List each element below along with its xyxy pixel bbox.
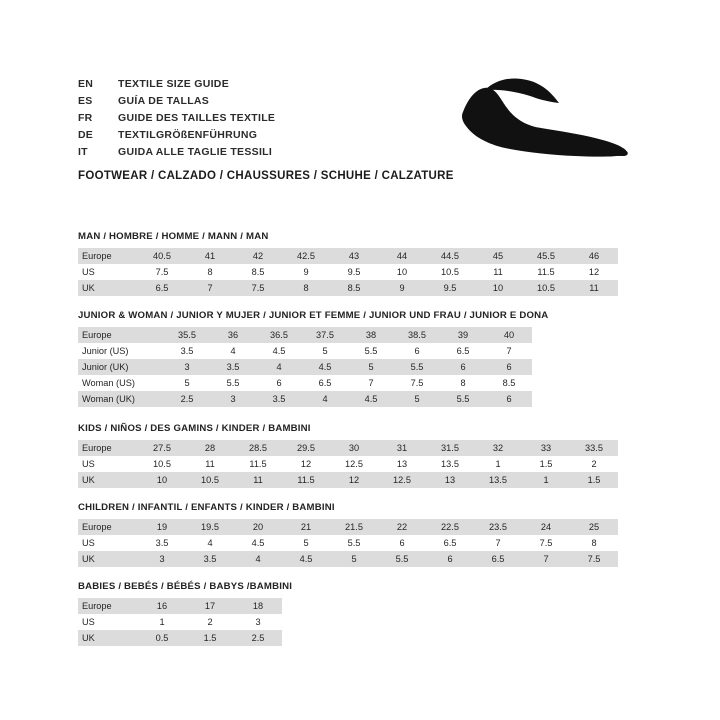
cell: 3 (164, 359, 210, 375)
cell: 31 (378, 440, 426, 456)
language-title: GUIDA ALLE TAGLIE TESSILI (118, 146, 273, 158)
table-block-babies (78, 581, 642, 646)
cell: 4.5 (256, 343, 302, 359)
table-title: KIDS / NIÑOS / DES GAMINS / KINDER / BAMBINI (78, 423, 311, 434)
cell: 7.5 (138, 264, 186, 280)
cell: 8.5 (234, 264, 282, 280)
cell: 23.5 (474, 519, 522, 535)
cell: 5.5 (440, 391, 486, 407)
cell: 9.5 (330, 264, 378, 280)
cell: 27.5 (138, 440, 186, 456)
table-row (78, 375, 532, 391)
cell: 13.5 (426, 456, 474, 472)
language-title: GUÍA DE TALLAS (118, 95, 210, 107)
cell: 3.5 (138, 535, 186, 551)
cell: 3.5 (256, 391, 302, 407)
cell: 3.5 (186, 551, 234, 567)
cell: 6.5 (474, 551, 522, 567)
cell: 22.5 (426, 519, 474, 535)
cell: 7 (522, 551, 570, 567)
table-row (78, 598, 282, 614)
cell: 7 (486, 343, 532, 359)
cell: 6 (426, 551, 474, 567)
table-title: JUNIOR & WOMAN / JUNIOR Y MUJER / JUNIOR ET FEMME / JUNIOR UND FRAU / JUNIOR E DONA (78, 310, 549, 321)
row-label: Woman (UK) (78, 391, 164, 407)
cell: 35.5 (164, 327, 210, 343)
cell: 5 (330, 551, 378, 567)
cell: 29.5 (282, 440, 330, 456)
cell: 33.5 (570, 440, 618, 456)
cell: 6.5 (440, 343, 486, 359)
cell: 10 (378, 264, 426, 280)
cell: 18 (234, 598, 282, 614)
cell: 5.5 (378, 551, 426, 567)
cell: 45.5 (522, 248, 570, 264)
cell: 44.5 (426, 248, 474, 264)
cell: 5 (348, 359, 394, 375)
cell: 32 (474, 440, 522, 456)
cell: 11.5 (282, 472, 330, 488)
cell: 3 (138, 551, 186, 567)
cell: 12.5 (330, 456, 378, 472)
cell: 5.5 (394, 359, 440, 375)
size-table-children (78, 519, 618, 567)
cell: 39 (440, 327, 486, 343)
row-label: UK (78, 472, 138, 488)
cell: 3.5 (210, 359, 256, 375)
cell: 10 (138, 472, 186, 488)
cell: 6.5 (426, 535, 474, 551)
row-label: US (78, 264, 138, 280)
table-row (78, 440, 618, 456)
language-title: TEXTILE SIZE GUIDE (118, 78, 229, 90)
language-title: GUIDE DES TAILLES TEXTILE (118, 112, 276, 124)
cell: 42 (234, 248, 282, 264)
cell: 4 (302, 391, 348, 407)
size-table-kids (78, 440, 618, 488)
cell: 8 (440, 375, 486, 391)
cell: 7.5 (570, 551, 618, 567)
cell: 4 (256, 359, 302, 375)
cell: 17 (186, 598, 234, 614)
table-title: MAN / HOMBRE / HOMME / MANN / MAN (78, 231, 269, 242)
table-row (78, 519, 618, 535)
table-block-kids (78, 423, 642, 488)
cell: 25 (570, 519, 618, 535)
table-row (78, 264, 618, 280)
cell: 12.5 (378, 472, 426, 488)
table-row (78, 551, 618, 567)
table-row (78, 535, 618, 551)
cell: 36 (210, 327, 256, 343)
cell: 2 (186, 614, 234, 630)
cell: 1.5 (570, 472, 618, 488)
cell: 11 (234, 472, 282, 488)
row-label: Europe (78, 327, 164, 343)
cell: 12 (282, 456, 330, 472)
row-label: Europe (78, 519, 138, 535)
table-title: CHILDREN / INFANTIL / ENFANTS / KINDER / BAMBINI (78, 502, 335, 513)
cell: 40 (486, 327, 532, 343)
cell: 44 (378, 248, 426, 264)
row-label: US (78, 535, 138, 551)
size-table-man (78, 248, 618, 296)
cell: 3 (210, 391, 256, 407)
cell: 11 (186, 456, 234, 472)
cell: 38 (348, 327, 394, 343)
cell: 10.5 (186, 472, 234, 488)
table-row (78, 456, 618, 472)
cell: 21 (282, 519, 330, 535)
cell: 4.5 (348, 391, 394, 407)
cell: 2 (570, 456, 618, 472)
row-label: Europe (78, 598, 138, 614)
cell: 7 (474, 535, 522, 551)
row-label: Woman (US) (78, 375, 164, 391)
cell: 22 (378, 519, 426, 535)
table-title: BABIES / BEBÉS / BÉBÉS / BABYS /BAMBINI (78, 581, 293, 592)
cell: 2.5 (164, 391, 210, 407)
cell: 13 (378, 456, 426, 472)
cell: 45 (474, 248, 522, 264)
cell: 4.5 (302, 359, 348, 375)
cell: 7 (348, 375, 394, 391)
row-label: Europe (78, 440, 138, 456)
cell: 1 (522, 472, 570, 488)
cell: 6 (378, 535, 426, 551)
cell: 6 (256, 375, 302, 391)
cell: 20 (234, 519, 282, 535)
language-code: ES (78, 95, 93, 107)
size-table-junior-woman (78, 327, 532, 407)
cell: 0.5 (138, 630, 186, 646)
cell: 16 (138, 598, 186, 614)
language-code: FR (78, 112, 93, 124)
cell: 41 (186, 248, 234, 264)
cell: 33 (522, 440, 570, 456)
cell: 11 (570, 280, 618, 296)
cell: 19.5 (186, 519, 234, 535)
cell: 1.5 (186, 630, 234, 646)
cell: 43 (330, 248, 378, 264)
cell: 37.5 (302, 327, 348, 343)
row-label: UK (78, 280, 138, 296)
language-title: TEXTILGRÖßENFÜHRUNG (118, 129, 258, 141)
cell: 42.5 (282, 248, 330, 264)
cell: 11 (474, 264, 522, 280)
cell: 38.5 (394, 327, 440, 343)
cell: 12 (330, 472, 378, 488)
row-label: US (78, 456, 138, 472)
cell: 10.5 (138, 456, 186, 472)
cell: 5.5 (210, 375, 256, 391)
cell: 8 (570, 535, 618, 551)
table-row (78, 359, 532, 375)
cell: 4 (186, 535, 234, 551)
cell: 4 (234, 551, 282, 567)
cell: 10 (474, 280, 522, 296)
cell: 6.5 (302, 375, 348, 391)
cell: 3 (234, 614, 282, 630)
cell: 7.5 (522, 535, 570, 551)
cell: 4.5 (282, 551, 330, 567)
cell: 7 (186, 280, 234, 296)
cell: 4 (210, 343, 256, 359)
cell: 30 (330, 440, 378, 456)
cell: 36.5 (256, 327, 302, 343)
table-row (78, 248, 618, 264)
cell: 10.5 (522, 280, 570, 296)
table-row (78, 343, 532, 359)
cell: 4.5 (234, 535, 282, 551)
cell: 9.5 (426, 280, 474, 296)
cell: 12 (570, 264, 618, 280)
cell: 11.5 (234, 456, 282, 472)
language-code: IT (78, 146, 88, 158)
table-block-children (78, 502, 642, 567)
table-row (78, 327, 532, 343)
row-label: UK (78, 630, 138, 646)
table-row (78, 630, 282, 646)
cell: 28.5 (234, 440, 282, 456)
cell: 9 (378, 280, 426, 296)
cell: 1.5 (522, 456, 570, 472)
row-label: US (78, 614, 138, 630)
cell: 7.5 (234, 280, 282, 296)
cell: 1 (138, 614, 186, 630)
cell: 31.5 (426, 440, 474, 456)
cell: 1 (474, 456, 522, 472)
size-table-babies (78, 598, 282, 646)
cell: 24 (522, 519, 570, 535)
cell: 19 (138, 519, 186, 535)
cell: 5.5 (348, 343, 394, 359)
cell: 10.5 (426, 264, 474, 280)
cell: 8.5 (486, 375, 532, 391)
cell: 5.5 (330, 535, 378, 551)
cell: 6 (486, 391, 532, 407)
cell: 13.5 (474, 472, 522, 488)
table-row (78, 391, 532, 407)
cell: 3.5 (164, 343, 210, 359)
cell: 46 (570, 248, 618, 264)
cell: 5 (164, 375, 210, 391)
row-label: UK (78, 551, 138, 567)
table-block-man (78, 231, 642, 296)
cell: 8 (186, 264, 234, 280)
cell: 5 (302, 343, 348, 359)
table-row (78, 614, 282, 630)
row-label: Junior (UK) (78, 359, 164, 375)
cell: 21.5 (330, 519, 378, 535)
language-code: EN (78, 78, 93, 90)
page-title: FOOTWEAR / CALZADO / CHAUSSURES / SCHUHE / CALZATURE (78, 170, 454, 182)
cell: 6 (486, 359, 532, 375)
cell: 6 (440, 359, 486, 375)
dress-shoe-icon (455, 70, 645, 160)
cell: 6.5 (138, 280, 186, 296)
cell: 8.5 (330, 280, 378, 296)
table-row (78, 472, 618, 488)
cell: 5 (282, 535, 330, 551)
cell: 7.5 (394, 375, 440, 391)
cell: 2.5 (234, 630, 282, 646)
row-label: Junior (US) (78, 343, 164, 359)
row-label: Europe (78, 248, 138, 264)
cell: 13 (426, 472, 474, 488)
cell: 28 (186, 440, 234, 456)
table-block-junior-woman (78, 310, 642, 407)
cell: 9 (282, 264, 330, 280)
cell: 40.5 (138, 248, 186, 264)
language-code: DE (78, 129, 93, 141)
table-row (78, 280, 618, 296)
cell: 6 (394, 343, 440, 359)
cell: 11.5 (522, 264, 570, 280)
cell: 8 (282, 280, 330, 296)
cell: 5 (394, 391, 440, 407)
